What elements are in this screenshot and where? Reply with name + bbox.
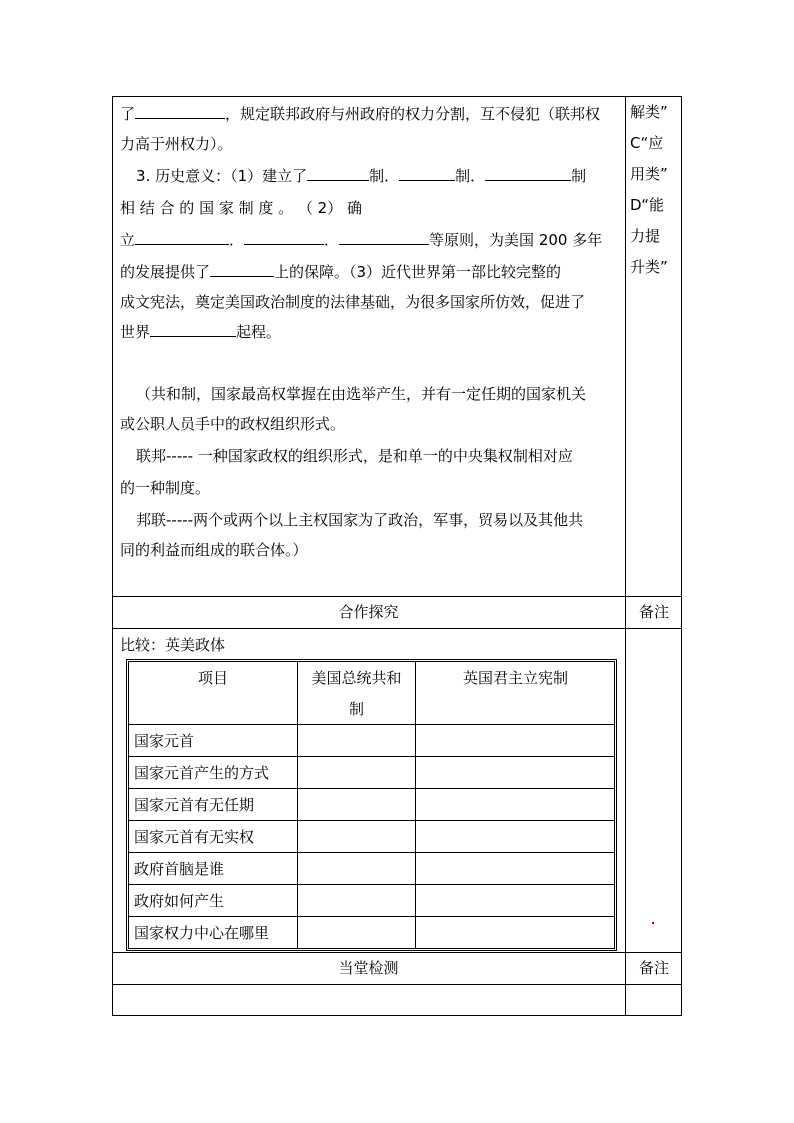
- paragraph-line: 3. 历史意义：（1）建立了 制． 制． 制: [136, 167, 587, 185]
- paragraph-line: 的发展提供了 上的保障。（3）近代世界第一部比较完整的: [120, 263, 562, 281]
- fill-blank[interactable]: [244, 230, 324, 245]
- table-row-line: [128, 852, 615, 853]
- row-divider: [112, 628, 682, 629]
- table-row-label: 国家元首产生的方式: [134, 764, 270, 782]
- side-label: C“应: [630, 134, 664, 152]
- table-row-line: [128, 788, 615, 789]
- table-row-line: [128, 916, 615, 917]
- table-row-label: 政府如何产生: [134, 892, 225, 910]
- fill-blank[interactable]: [210, 262, 274, 277]
- row-divider: [112, 984, 682, 985]
- note-line: 邦联-----两个或两个以上主权国家为了政治，军事，贸易以及其他共: [136, 511, 584, 529]
- side-label: D“能: [630, 196, 664, 214]
- paragraph-line: 相 结 合 的 国 家 制 度 。 （ 2） 确: [120, 199, 362, 217]
- fill-blank[interactable]: [135, 104, 225, 119]
- table-row-line: [128, 724, 615, 725]
- table-row-line: [128, 820, 615, 821]
- table-header-us-cont: 制: [348, 700, 364, 718]
- section-header-test: 当堂检测: [338, 959, 399, 977]
- note-line: （共和制，国家最高权掌握在由选举产生，并有一定任期的国家机关: [136, 385, 587, 403]
- table-row-line: [128, 884, 615, 885]
- fill-blank[interactable]: [485, 166, 571, 181]
- table-row-label: 国家元首: [134, 732, 195, 750]
- table-row-label: 国家元首有无实权: [134, 828, 255, 846]
- table-header-item: 项目: [197, 669, 228, 687]
- column-divider: [625, 96, 626, 1016]
- table-row-label: 政府首脑是谁: [134, 860, 225, 878]
- table-row-line: [128, 756, 615, 757]
- paragraph-line: 成文宪法，奠定美国政治制度的法律基础，为很多国家所仿效，促进了: [120, 293, 586, 311]
- paragraph-line: 了 ，规定联邦政府与州政府的权力分割，互不侵犯（联邦权: [120, 105, 601, 123]
- side-label: 力提: [630, 227, 661, 245]
- remark-header: 备注: [638, 603, 669, 621]
- table-row-label: 国家元首有无任期: [134, 796, 255, 814]
- note-line: 同的利益而组成的联合体。）: [120, 541, 308, 559]
- fill-blank[interactable]: [399, 166, 455, 181]
- table-col-line: [415, 661, 416, 949]
- row-divider: [112, 596, 682, 597]
- fill-blank[interactable]: [339, 230, 429, 245]
- table-header-us: 美国总统共和: [311, 669, 402, 687]
- stray-mark: [652, 922, 654, 924]
- note-line: 的一种制度。: [120, 479, 211, 497]
- note-line: 联邦----- 一种国家政权的组织形式，是和单一的中央集权制相对应: [136, 447, 573, 465]
- fill-blank[interactable]: [150, 322, 236, 337]
- fill-blank[interactable]: [135, 230, 229, 245]
- table-row-label: 国家权力中心在哪里: [134, 924, 270, 942]
- paragraph-line: 世界 起程。: [120, 323, 282, 341]
- side-label: 用类”: [630, 165, 668, 183]
- table-header-uk: 英国君主立宪制: [462, 669, 568, 687]
- fill-blank[interactable]: [307, 166, 369, 181]
- paragraph-line: 立 ． ． 等原则，为美国 200 多年: [120, 231, 603, 249]
- section-header-coop: 合作探究: [338, 603, 399, 621]
- compare-label: 比较：英美政体: [120, 636, 226, 654]
- paragraph-line: 力高于州权力）。: [120, 135, 233, 153]
- side-label: 解类”: [630, 103, 668, 121]
- side-label: 升类”: [630, 258, 668, 276]
- remark-header: 备注: [638, 959, 669, 977]
- note-line: 或公职人员手中的政权组织形式。: [120, 415, 346, 433]
- row-divider: [112, 952, 682, 953]
